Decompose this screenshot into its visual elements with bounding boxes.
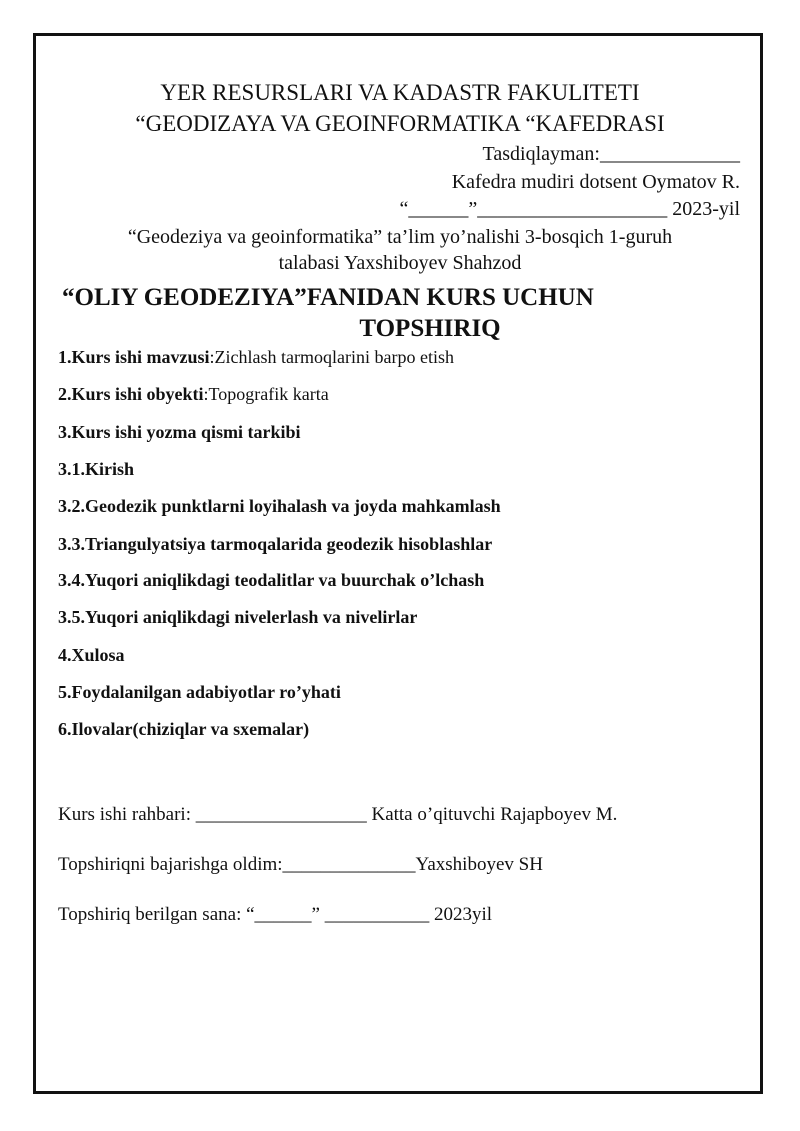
supervisor-signature-line: Kurs ishi rahbari: __________________ Katta o’qituvchi Rajapboyev M. xyxy=(58,804,618,825)
section-heading: 3.Kurs ishi yozma qismi tarkibi xyxy=(58,422,301,442)
section-item xyxy=(58,680,341,704)
student-info-line1: “Geodeziya va geoinformatika” ta’lim yo’nalishi 3-bosqich 1-guruh xyxy=(127,226,673,248)
section-heading: 3.3.Triangulyatsiya tarmoqalarida geodezik hisoblashlar xyxy=(58,534,493,554)
section-heading: 3.1.Kirish xyxy=(58,459,135,479)
section-text: :Zichlash tarmoqlarini barpo etish xyxy=(209,347,454,367)
section-item xyxy=(58,605,417,629)
section-heading: 6.Ilovalar(chiziqlar va sxemalar) xyxy=(58,719,310,739)
section-item xyxy=(58,568,484,592)
approval-line: Tasdiqlayman:______________ xyxy=(482,143,740,165)
section-heading: 4.Xulosa xyxy=(58,645,125,665)
section-heading: 5.Foydalanilgan adabiyotlar ro’yhati xyxy=(58,682,341,702)
document-title-line2: TOPSHIRIQ xyxy=(359,315,501,342)
section-item xyxy=(58,382,329,406)
section-item xyxy=(58,345,454,369)
section-text: :Topografik karta xyxy=(203,384,329,404)
head-of-department: Kafedra mudiri dotsent Oymatov R. xyxy=(451,171,740,193)
section-item xyxy=(58,532,492,556)
approval-date-line: “______”___________________ 2023-yil xyxy=(399,198,740,220)
section-heading: 1.Kurs ishi mavzusi xyxy=(58,347,210,367)
section-heading: 3.5.Yuqori aniqlikdagi nivelerlash va nivelirlar xyxy=(58,607,418,627)
faculty-heading: YER RESURSLARI VA KADASTR FAKULITETI xyxy=(160,80,640,105)
student-info-line2: talabasi Yaxshiboyev Shahzod xyxy=(278,252,522,274)
section-heading: 3.2.Geodezik punktlarni loyihalash va joyda mahkamlash xyxy=(58,496,501,516)
section-heading: 3.4.Yuqori aniqlikdagi teodalitlar va buurchak o’lchash xyxy=(58,570,485,590)
issued-date-line: Topshiriq berilgan sana: “______” ___________ 2023yil xyxy=(58,904,493,925)
section-heading: 2.Kurs ishi obyekti xyxy=(58,384,204,404)
department-heading: “GEODIZAYA VA GEOINFORMATIKA “KAFEDRASI xyxy=(135,111,665,136)
section-item xyxy=(58,457,134,481)
document-title-line1: “OLIY GEODEZIYA”FANIDAN KURS UCHUN xyxy=(62,284,594,311)
received-signature-line: Topshiriqni bajarishga oldim:______________Yaxshiboyev SH xyxy=(58,854,543,875)
section-item xyxy=(58,643,125,667)
section-item xyxy=(58,420,301,444)
section-item xyxy=(58,494,501,518)
section-item xyxy=(58,717,309,741)
